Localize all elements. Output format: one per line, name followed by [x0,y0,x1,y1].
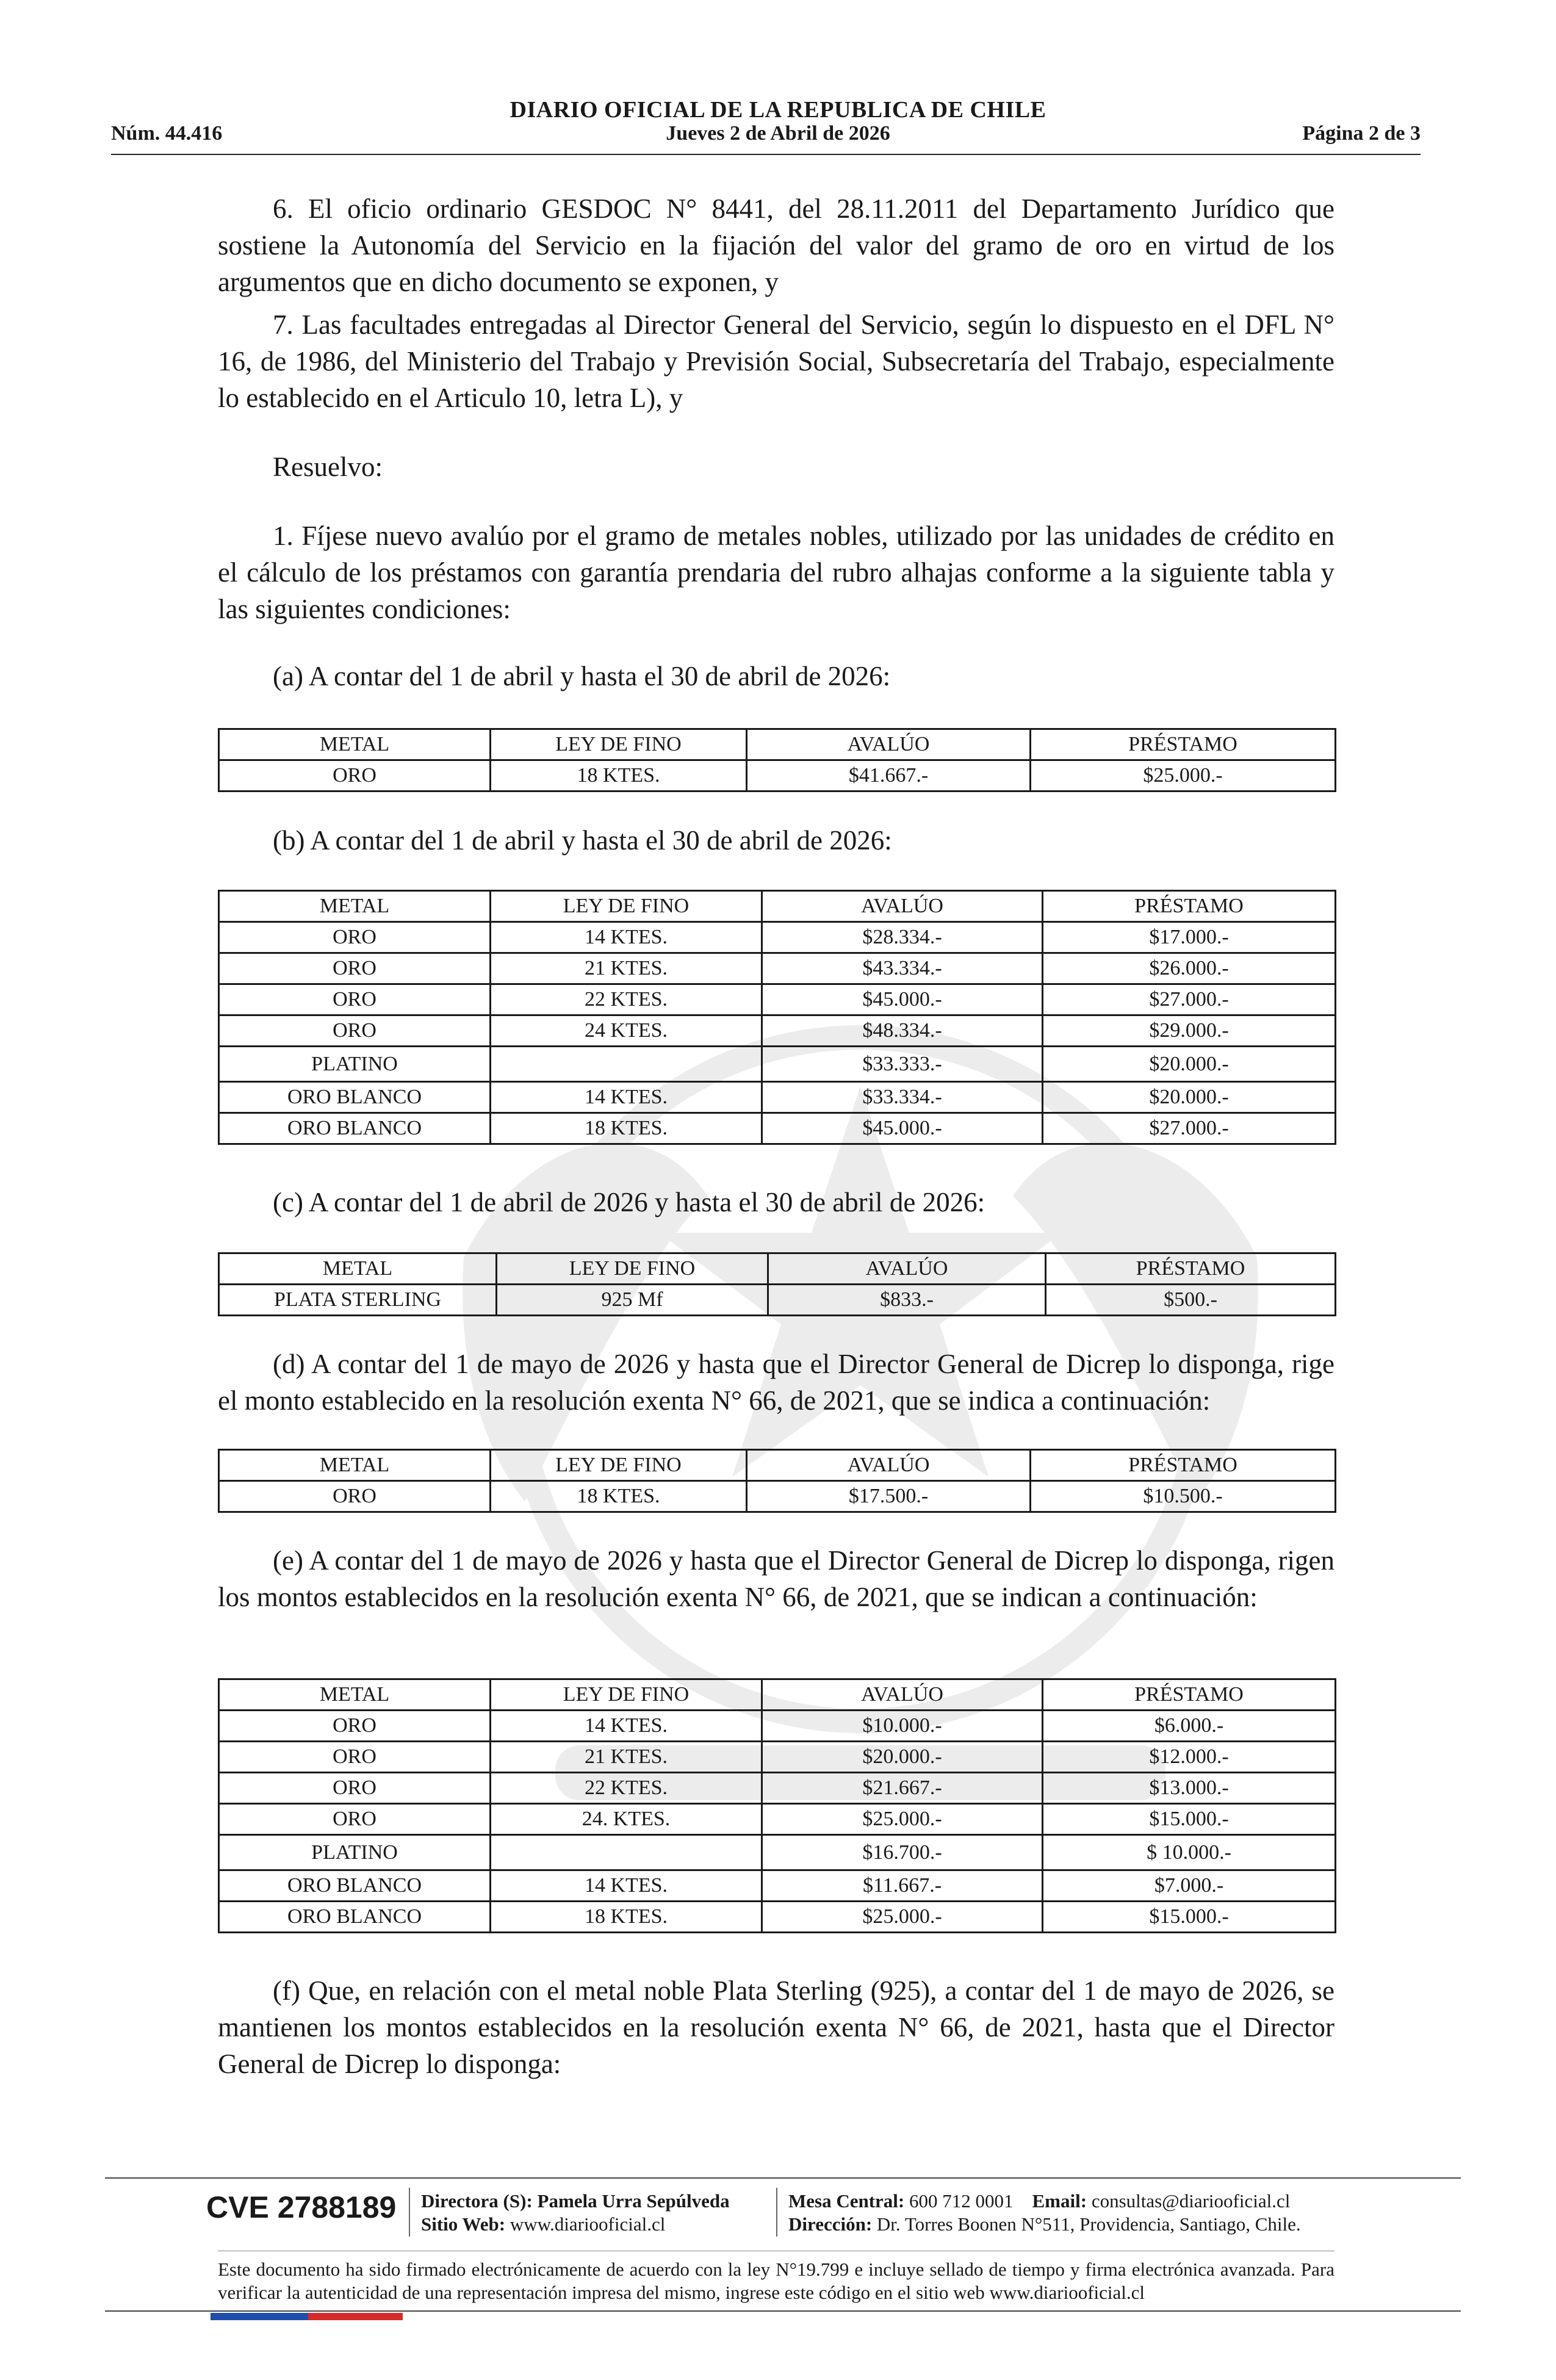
sitio-label: Sitio Web: [421,2213,506,2235]
page-number: Página 2 de 3 [1302,122,1421,145]
direccion-value: Dr. Torres Boonen N°511, Providencia, Santiago, Chile. [876,2213,1301,2235]
table-c [218,1252,1336,1316]
table-row [219,953,1336,984]
table-cell: $33.333.- [762,1047,1043,1082]
table-cell: $10.000.- [762,1711,1043,1742]
table-cell: $20.000.- [1043,1047,1336,1082]
column-header: AVALÚO [762,891,1043,922]
table-cell: $833.- [768,1285,1046,1316]
sitio-line [421,2213,665,2236]
table-cell: $25.000.- [762,1804,1043,1835]
table-cell: ORO [219,1015,491,1047]
table-row [219,1285,1336,1316]
table-cell: ORO [219,1481,491,1512]
table-cell: 925 Mf [497,1285,768,1316]
table-cell: $27.000.- [1043,984,1336,1015]
table-row [219,922,1336,953]
flag-bar-red [308,2313,403,2320]
table-cell: $15.000.- [1043,1804,1336,1835]
table-cell: $20.000.- [1043,1082,1336,1113]
column-header: AVALÚO [747,729,1031,760]
table-cell: ORO BLANCO [219,1870,491,1902]
column-header: AVALÚO [747,1450,1031,1481]
column-header: AVALÚO [768,1253,1046,1285]
table-cell: $13.000.- [1043,1773,1336,1804]
sitio-link[interactable]: www.diariooficial.cl [510,2213,666,2235]
footer-bottom-rule [105,2310,1461,2312]
table-cell: 18 KTES. [491,1481,747,1512]
table-cell: 14 KTES. [491,1870,762,1902]
condition-d-text: (d) A contar del 1 de mayo de 2026 y hasta que el Director General de Dicrep lo disponga, rige el monto establecido en la resolución exenta N° 66, de 2021, que se indica a continuación: [218,1349,1334,1416]
table-a [218,728,1336,792]
table-header-row [219,1253,1336,1285]
table-cell: 18 KTES. [491,760,747,792]
column-header: METAL [219,891,491,922]
mesa-label: Mesa Central: [788,2190,905,2212]
table-cell [491,1047,762,1082]
table-cell: 24 KTES. [491,1015,762,1047]
paragraph-6 [218,190,1334,300]
table-cell: ORO [219,922,491,953]
table-cell: $16.700.- [762,1835,1043,1870]
table-cell: 21 KTES. [491,953,762,984]
table-cell: $27.000.- [1043,1113,1336,1144]
table-cell: ORO [219,1773,491,1804]
table-b [218,890,1336,1145]
column-header: METAL [219,1450,491,1481]
condition-e-text: (e) A contar del 1 de mayo de 2026 y hasta que el Director General de Dicrep lo disponga, rigen los montos establecidos en la resolución exenta N° 66, de 2021, que se indican a continuación: [218,1545,1334,1612]
paragraph-7 [218,306,1334,416]
table-cell: $ 10.000.- [1043,1835,1336,1870]
column-header: LEY DE FINO [497,1253,768,1285]
column-header: PRÉSTAMO [1046,1253,1336,1285]
table-cell: ORO [219,984,491,1015]
paragraph-7-text: 7. Las facultades entregadas al Director General del Servicio, según lo dispuesto en el DFL N° 16, de 1986, del Ministerio del Trabajo y Previsión Social, Subsecretaría del Trabajo, especialmente lo establecido en el Articulo 10, letra L), y [218,309,1334,413]
table-cell: $45.000.- [762,1113,1043,1144]
directora-value: Pamela Urra Sepúlveda [537,2190,730,2212]
table-row [219,1082,1336,1113]
table-cell [491,1835,762,1870]
resuelvo-heading [218,449,1334,485]
table-cell: ORO [219,1711,491,1742]
table-cell: $21.667.- [762,1773,1043,1804]
column-header: METAL [219,1253,497,1285]
condition-f-text: (f) Que, en relación con el metal noble Plata Sterling (925), a contar del 1 de mayo de 2026, se mantienen los montos establecidos en la resolución exenta N° 66, de 2021, hasta que el Director General de Dicrep lo disponga: [218,1975,1334,2079]
table-cell: 22 KTES. [491,984,762,1015]
table-cell: $33.334.- [762,1082,1043,1113]
table-row [219,1481,1336,1512]
table-cell: $41.667.- [747,760,1031,792]
flag-bar-blue [211,2313,308,2320]
condition-b [218,822,1334,859]
table-cell: ORO BLANCO [219,1902,491,1933]
table-cell: $11.667.- [762,1870,1043,1902]
table-cell: 18 KTES. [491,1902,762,1933]
table-cell: PLATINO [219,1047,491,1082]
column-header: LEY DE FINO [491,1679,762,1711]
table-cell: $10.500.- [1031,1481,1336,1512]
table-cell: 14 KTES. [491,1082,762,1113]
footer-separator [776,2188,777,2237]
table-cell: ORO [219,953,491,984]
condition-f [218,1972,1334,2082]
column-header: LEY DE FINO [491,729,747,760]
table-cell: ORO BLANCO [219,1113,491,1144]
direccion-label: Dirección: [788,2213,873,2235]
column-header: LEY DE FINO [491,891,762,922]
condition-a [218,658,1334,694]
table-cell: $45.000.- [762,984,1043,1015]
table-cell: 21 KTES. [491,1742,762,1773]
column-header: METAL [219,729,491,760]
table-cell: ORO [219,760,491,792]
table-header-row [219,729,1336,760]
column-header: PRÉSTAMO [1031,729,1336,760]
table-cell: ORO [219,1742,491,1773]
table-cell: $6.000.- [1043,1711,1336,1742]
condition-a-text: (a) A contar del 1 de abril y hasta el 30 de abril de 2026: [273,661,891,691]
table-row [219,1113,1336,1144]
mesa-value: 600 712 0001 [909,2190,1014,2212]
table-row [219,1015,1336,1047]
column-header: PRÉSTAMO [1031,1450,1336,1481]
issue-date: Jueves 2 de Abril de 2026 [666,122,890,145]
table-cell: $48.334.- [762,1015,1043,1047]
table-row [219,1902,1336,1933]
table-cell: 14 KTES. [491,922,762,953]
table-cell: 14 KTES. [491,1711,762,1742]
resolution-1 [218,517,1334,627]
footer-top-rule [105,2177,1461,2179]
table-row [219,1870,1336,1902]
header-divider [111,154,1421,155]
table-row [219,984,1336,1015]
table-cell: 22 KTES. [491,1773,762,1804]
contact-line [788,2190,1290,2213]
table-row [219,1804,1336,1835]
condition-e [218,1542,1334,1615]
table-cell: $7.000.- [1043,1870,1336,1902]
table-row [219,1835,1336,1870]
table-cell: $25.000.- [762,1902,1043,1933]
condition-d [218,1346,1334,1419]
table-cell: $43.334.- [762,953,1043,984]
resolution-1-text: 1. Fíjese nuevo avalúo por el gramo de metales nobles, utilizado por las unidades de crédito en el cálculo de los préstamos con garantía prendaria del rubro alhajas conforme a la siguiente tabla y las siguientes condiciones: [218,521,1334,624]
table-cell: $500.- [1046,1285,1336,1316]
condition-c-text: (c) A contar del 1 de abril de 2026 y hasta el 30 de abril de 2026: [273,1187,985,1217]
direccion-line [788,2213,1301,2236]
table-row [219,1047,1336,1082]
table-cell: PLATA STERLING [219,1285,497,1316]
table-cell: ORO [219,1804,491,1835]
column-header: AVALÚO [762,1679,1043,1711]
table-cell: $12.000.- [1043,1742,1336,1773]
newspaper-title: DIARIO OFICIAL DE LA REPUBLICA DE CHILE [510,97,1046,123]
table-cell: $20.000.- [762,1742,1043,1773]
table-row [219,1742,1336,1773]
condition-c [218,1184,1334,1221]
table-cell: $17.500.- [747,1481,1031,1512]
table-row [219,760,1336,792]
resuelvo-text: Resuelvo: [273,452,383,482]
column-header: PRÉSTAMO [1043,1679,1336,1711]
column-header: LEY DE FINO [491,1450,747,1481]
directora-label: Directora (S): [421,2190,533,2212]
table-header-row [219,891,1336,922]
column-header: PRÉSTAMO [1043,891,1336,922]
table-header-row [219,1450,1336,1481]
table-row [219,1711,1336,1742]
table-cell: 24. KTES. [491,1804,762,1835]
table-cell: $28.334.- [762,922,1043,953]
table-cell: $25.000.- [1031,760,1336,792]
table-row [219,1773,1336,1804]
signature-note: Este documento ha sido firmado electrónicamente de acuerdo con la ley N°19.799 e incluye sellado de tiempo y firma electrónica avanzada. Para verificar la autenticidad de una representación impresa del mismo, ingrese este código en el sitio web www.diariooficial.cl [218,2259,1334,2303]
table-d [218,1449,1336,1513]
table-e [218,1678,1336,1933]
table-cell: PLATINO [219,1835,491,1870]
footer-separator [409,2188,410,2237]
paragraph-6-text: 6. El oficio ordinario GESDOC N° 8441, del 28.11.2011 del Departamento Jurídico que sostiene la Autonomía del Servicio en la fijación del valor del gramo de oro en virtud de los argumentos que en dicho documento se exponen, y [218,193,1334,297]
directora-line [421,2190,730,2213]
table-cell: 18 KTES. [491,1113,762,1144]
table-cell: $17.000.- [1043,922,1336,953]
column-header: METAL [219,1679,491,1711]
issue-number: Núm. 44.416 [111,122,223,145]
table-cell: $26.000.- [1043,953,1336,984]
cve-code: CVE 2788189 [206,2190,397,2224]
table-cell: $15.000.- [1043,1902,1336,1933]
table-cell: $29.000.- [1043,1015,1336,1047]
table-cell: ORO BLANCO [219,1082,491,1113]
table-header-row [219,1679,1336,1711]
email-link[interactable]: consultas@diariooficial.cl [1091,2190,1291,2212]
condition-b-text: (b) A contar del 1 de abril y hasta el 30 de abril de 2026: [273,825,892,856]
email-label: Email: [1032,2190,1087,2212]
